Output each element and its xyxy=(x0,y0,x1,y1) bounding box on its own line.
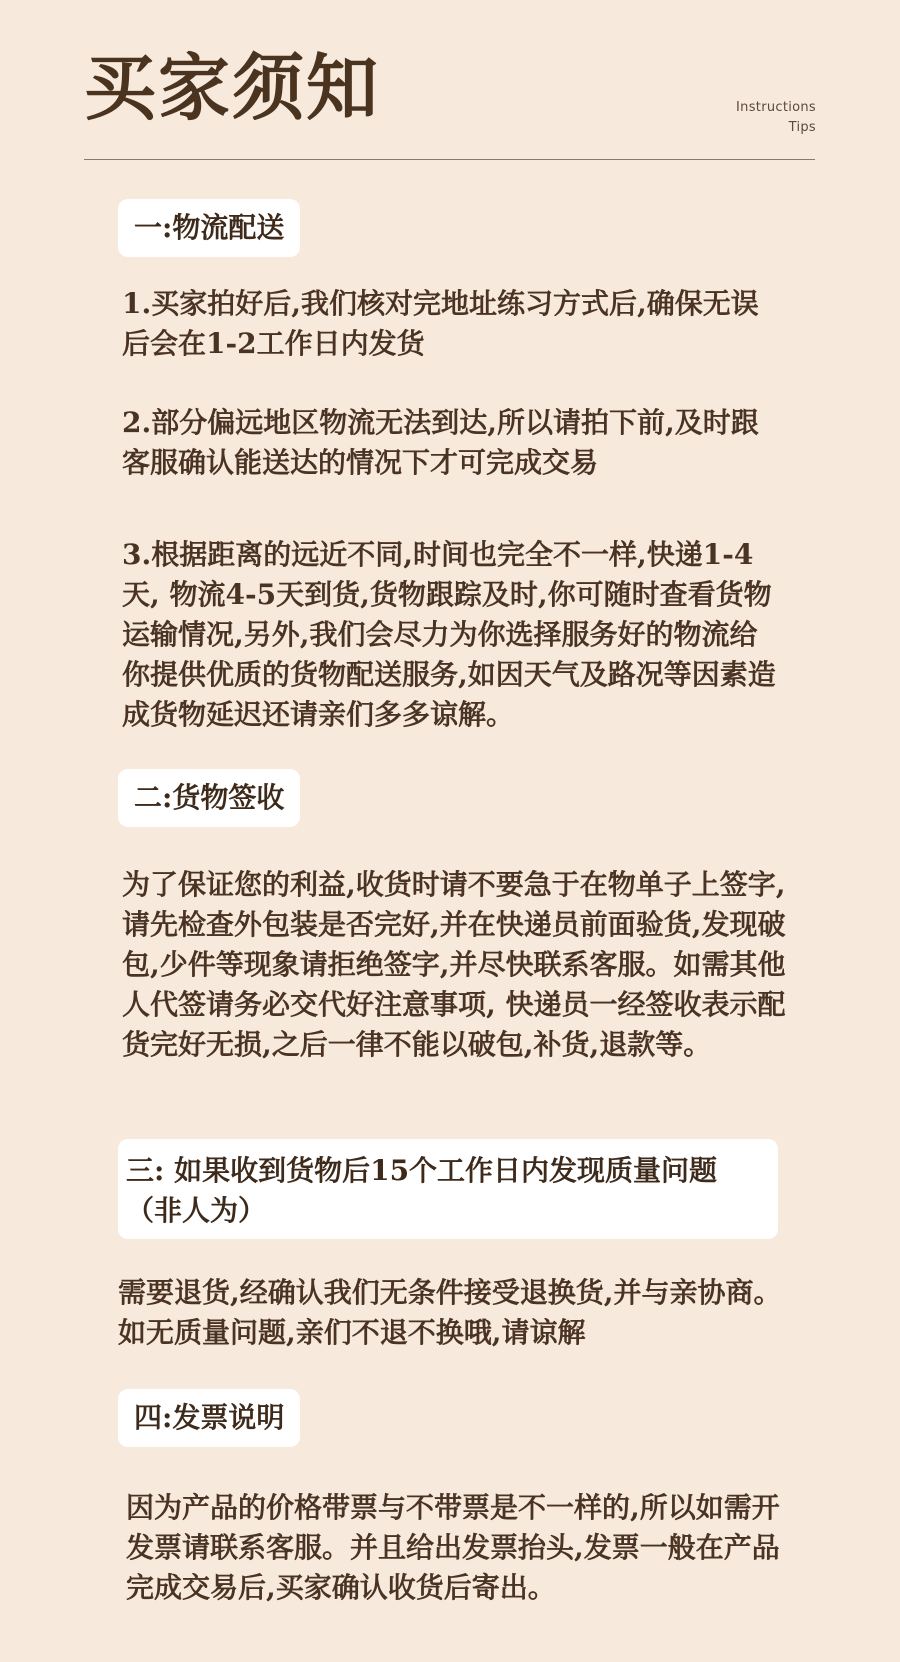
section-paragraph: 为了保证您的利益,收货时请不要急于在物单子上签字,请先检查外包装是否完好,并在快递员前面验货,发现破包,少件等现象请拒绝签字,并尽快联系客服。如需其他人代签请务必交代好注意事项, 快递员一经签收表示配货完好无损,之后一律不能以破包,补货,退款等。 xyxy=(122,868,786,1061)
section-paragraph: 2.部分偏远地区物流无法到达,所以请拍下前,及时跟客服确认能送达的情况下才可完成交易 xyxy=(122,406,759,479)
section-heading-invoice: 四:发票说明 xyxy=(118,1389,300,1447)
subtitle xyxy=(736,98,816,138)
section-paragraph: 需要退货,经确认我们无条件接受退换货,并与亲协商。如无质量问题,亲们不退不换哦,请谅解 xyxy=(118,1276,782,1349)
page-title: 买家须知 xyxy=(84,45,381,130)
header-divider xyxy=(84,159,815,160)
section-heading-logistics: 一:物流配送 xyxy=(118,199,300,257)
subtitle-tips: Tips xyxy=(788,120,816,135)
section-paragraph: 因为产品的价格带票与不带票是不一样的,所以如需开发票请联系客服。并且给出发票抬头,发票一般在产品完成交易后,买家确认收货后寄出。 xyxy=(126,1491,780,1604)
subtitle-instructions: Instructions xyxy=(736,100,816,115)
section-paragraph: 1.买家拍好后,我们核对完地址练习方式后,确保无误后会在1-2工作日内发货 xyxy=(122,287,759,360)
section-paragraph: 3.根据距离的远近不同,时间也完全不一样,快递1-4天, 物流4-5天到货,货物跟踪及时,你可随时查看货物运输情况,另外,我们会尽力为你选择服务好的物流给你提供优质的货物配送服务,如因天气及路况等因素造成货物延迟还请亲们多多谅解。 xyxy=(122,538,776,731)
section-heading-quality: 三: 如果收到货物后15个工作日内发现质量问题（非人为） xyxy=(118,1139,778,1239)
section-heading-receipt: 二:货物签收 xyxy=(118,769,300,827)
